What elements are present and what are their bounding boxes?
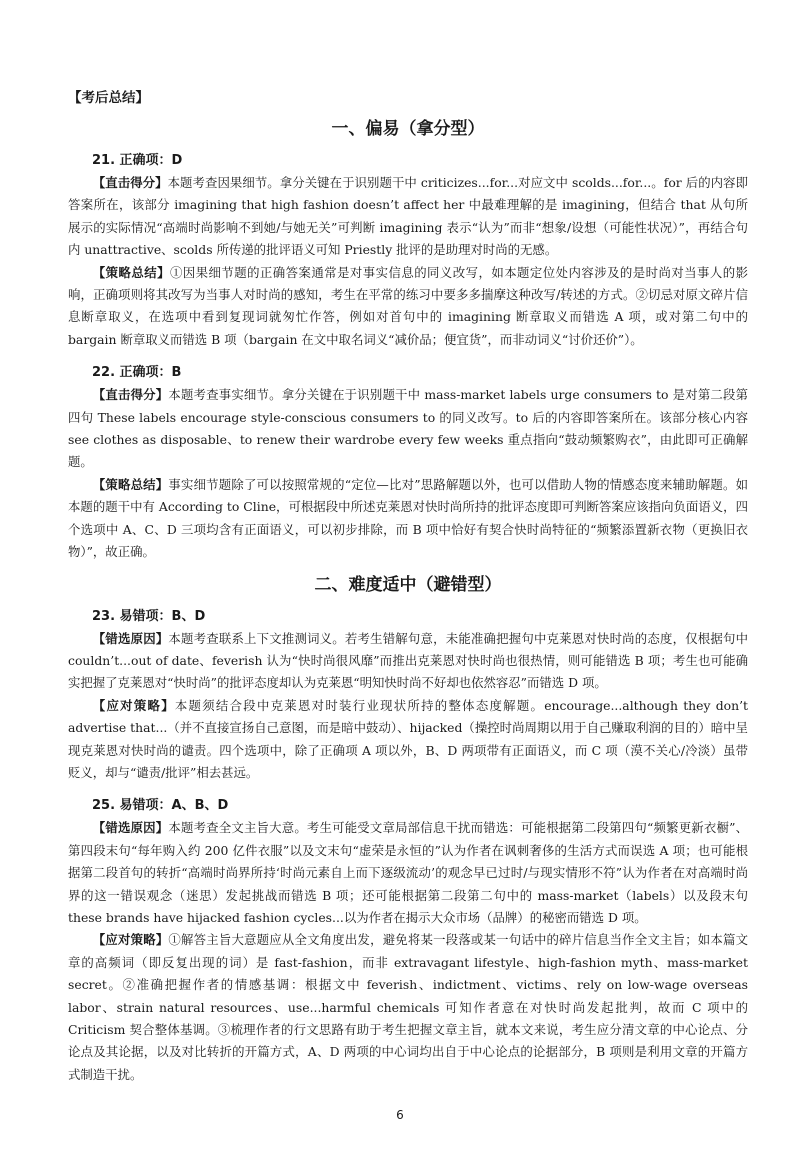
paragraph-tag: 【策略总结】 xyxy=(92,476,169,492)
question-heading: 25. 易错项：A、B、D xyxy=(92,798,229,814)
question-heading: 23. 易错项：B、D xyxy=(92,608,206,624)
question-heading: 21. 正确项：D xyxy=(92,153,183,168)
paragraph xyxy=(68,172,748,262)
paragraph xyxy=(68,929,748,1086)
paragraph xyxy=(68,817,748,929)
paragraph-tag: 【错选原因】 xyxy=(92,820,169,836)
paragraph-tag: 【应对策略】 xyxy=(92,697,175,713)
paragraph xyxy=(68,262,748,352)
paragraph-tag: 【直击得分】 xyxy=(92,175,168,190)
paragraph xyxy=(68,384,748,474)
paragraph xyxy=(68,474,748,564)
paragraph-text: 本题须结合段中克莱恩对时装行业现状所持的整体态度解题。encourage...although they don’t advertise that...（并不直接宣扬自己意图，而是暗中鼓动）、hijacked（操控时尚周期以用于自己赚取利润的目的）暗中呈现克莱恩对快时尚的谴责。四个选项中，除了正确项 A 项以外，B、D 两项带有正面语义，而 C 项（漠不关心/冷淡）虽带贬义，却与“谴责/批评”相去甚远。 xyxy=(68,697,749,780)
paragraph-tag: 【错选原因】 xyxy=(92,630,169,646)
paragraph-tag: 【策略总结】 xyxy=(92,264,170,280)
paragraph-text: 本题考查联系上下文推测词义。若考生错解句意，未能准确把握句中克莱恩对快时尚的态度，仅根据句中 couldn’t...out of date、feverish 认为“快时尚很风靡”而推出克莱恩对快时尚也很热情，则可能错选 B 项；考生也可能确实把握了克莱恩对“快时尚”的批评态度却认为克莱恩“明知快时尚不好却也依然容忍”而错选 D 项。 xyxy=(68,630,748,691)
paragraph-text: 本题考查全文主旨大意。考生可能受文章局部信息干扰而错选：可能根据第二段第四句“频繁更新衣橱”、第四段末句“每年购入约 200 亿件衣服”以及文末句“虚荣是永恒的”认为作者在讽刺奢侈的生活方式而误选 A 项；也可能根据第二段首句的转折“高端时尚界所持‘时尚元素自上而下逐级流动’的观念早已过时/与现实情形不符”认为作者在对高端时尚界的这一错误观念（迷思）发起挑战而错选 B 项；还可能根据第二段第二句中的 mass-market（labels）以及段末句 these brands have hijacked fashion cycles...以为作者在揭示大众市场（品牌）的秘密而错选 D 项。 xyxy=(68,820,749,925)
section-title: 二、难度适中（避错型） xyxy=(314,574,502,595)
paragraph-text: 本题考查事实细节。拿分关键在于识别题干中 mass-market labels urge consumers to 是对第二段第四句 These labels encourage style-conscious consumers to 的同义改写。to 后的内容即答案所在。该部分核心内容 see clothes as disposable、to renew their wardrobe every few weeks 重点指向“鼓动频繁购衣”，由此即可正确解题。 xyxy=(68,387,748,470)
question-heading: 22. 正确项：B xyxy=(92,365,182,381)
paragraph xyxy=(68,628,748,695)
paragraph-text: 本题考查因果细节。拿分关键在于识别题干中 criticizes...for...对应文中 scolds...for...。for 后的内容即答案所在，该部分 imagining that high fashion doesn’t affect her 中最难理解的是 imagining，但结合 that 从句所展示的实际情况“高端时尚影响不到她/与她无关”可判断 imagining 表示“认为”而非“想象/设想（可能性状况）”，再结合句内 unattractive、scolds 所传递的批评语义可知 Priestly 批评的是助理对时尚的无感。 xyxy=(68,175,748,258)
paragraph-text: ①解答主旨大意题应从全文角度出发，避免将某一段落或某一句话中的碎片信息当作全文主旨；如本篇文章的高频词（即反复出现的词）是 fast-fashion，而非 extravagant lifestyle、high-fashion myth、mass-market secret。②准确把握作者的情感基调：根据文中 feverish、indictment、victims、rely on low-wage overseas labor、strain natural resources、use...harmful chemicals 可知作者意在对快时尚发起批判，故而 C 项中的 Criticism 契合整体基调。③梳理作者的行文思路有助于考生把握文章主旨，就本文来说，考生应分清文章的中心论点、分论点及其论据，以及对比转折的开篇方式，A、D 两项的中心词均出自于中心论点的论据部分，B 项则是利用文章的开篇方式制造干扰。 xyxy=(68,932,748,1082)
paragraph-text: 事实细节题除了可以按照常规的“定位—比对”思路解题以外，也可以借助人物的情感态度来辅助解题。如本题的题干中有 According to Cline，可根据段中所述克莱恩对快时尚所持的批评态度即可判断答案应该指向负面语义，四个选项中 A、C、D 三项均含有正面语义，可以初步排除，而 B 项中恰好有契合快时尚特征的“频繁添置新衣物（更换旧衣物）”，故正确。 xyxy=(68,476,749,560)
paragraph xyxy=(68,695,748,785)
page-body xyxy=(68,86,748,1086)
summary-label: 【考后总结】 xyxy=(68,90,149,106)
paragraph-tag: 【直击得分】 xyxy=(92,387,169,403)
paragraph-text: ①因果细节题的正确答案通常是对事实信息的同义改写，如本题定位处内容涉及的是时尚对当事人的影响，正确项则将其改写为当事人对时尚的感知，考生在平常的练习中要多多揣摩这种改写/转述的方式。②切忌对原文碎片信息断章取义，在选项中看到复现词就匆忙作答，例如对首句中的 imagining 断章取义而错选 A 项，或对第二句中的 bargain 断章取义而错选 B 项（bargain 在文中取名词义“减价品；便宜货”，而非动词义“讨价还价”）。 xyxy=(68,264,749,347)
section-title: 一、偏易（拿分型） xyxy=(331,119,485,139)
paragraph-tag: 【应对策略】 xyxy=(92,932,169,948)
page-number: 6 xyxy=(396,1108,404,1122)
